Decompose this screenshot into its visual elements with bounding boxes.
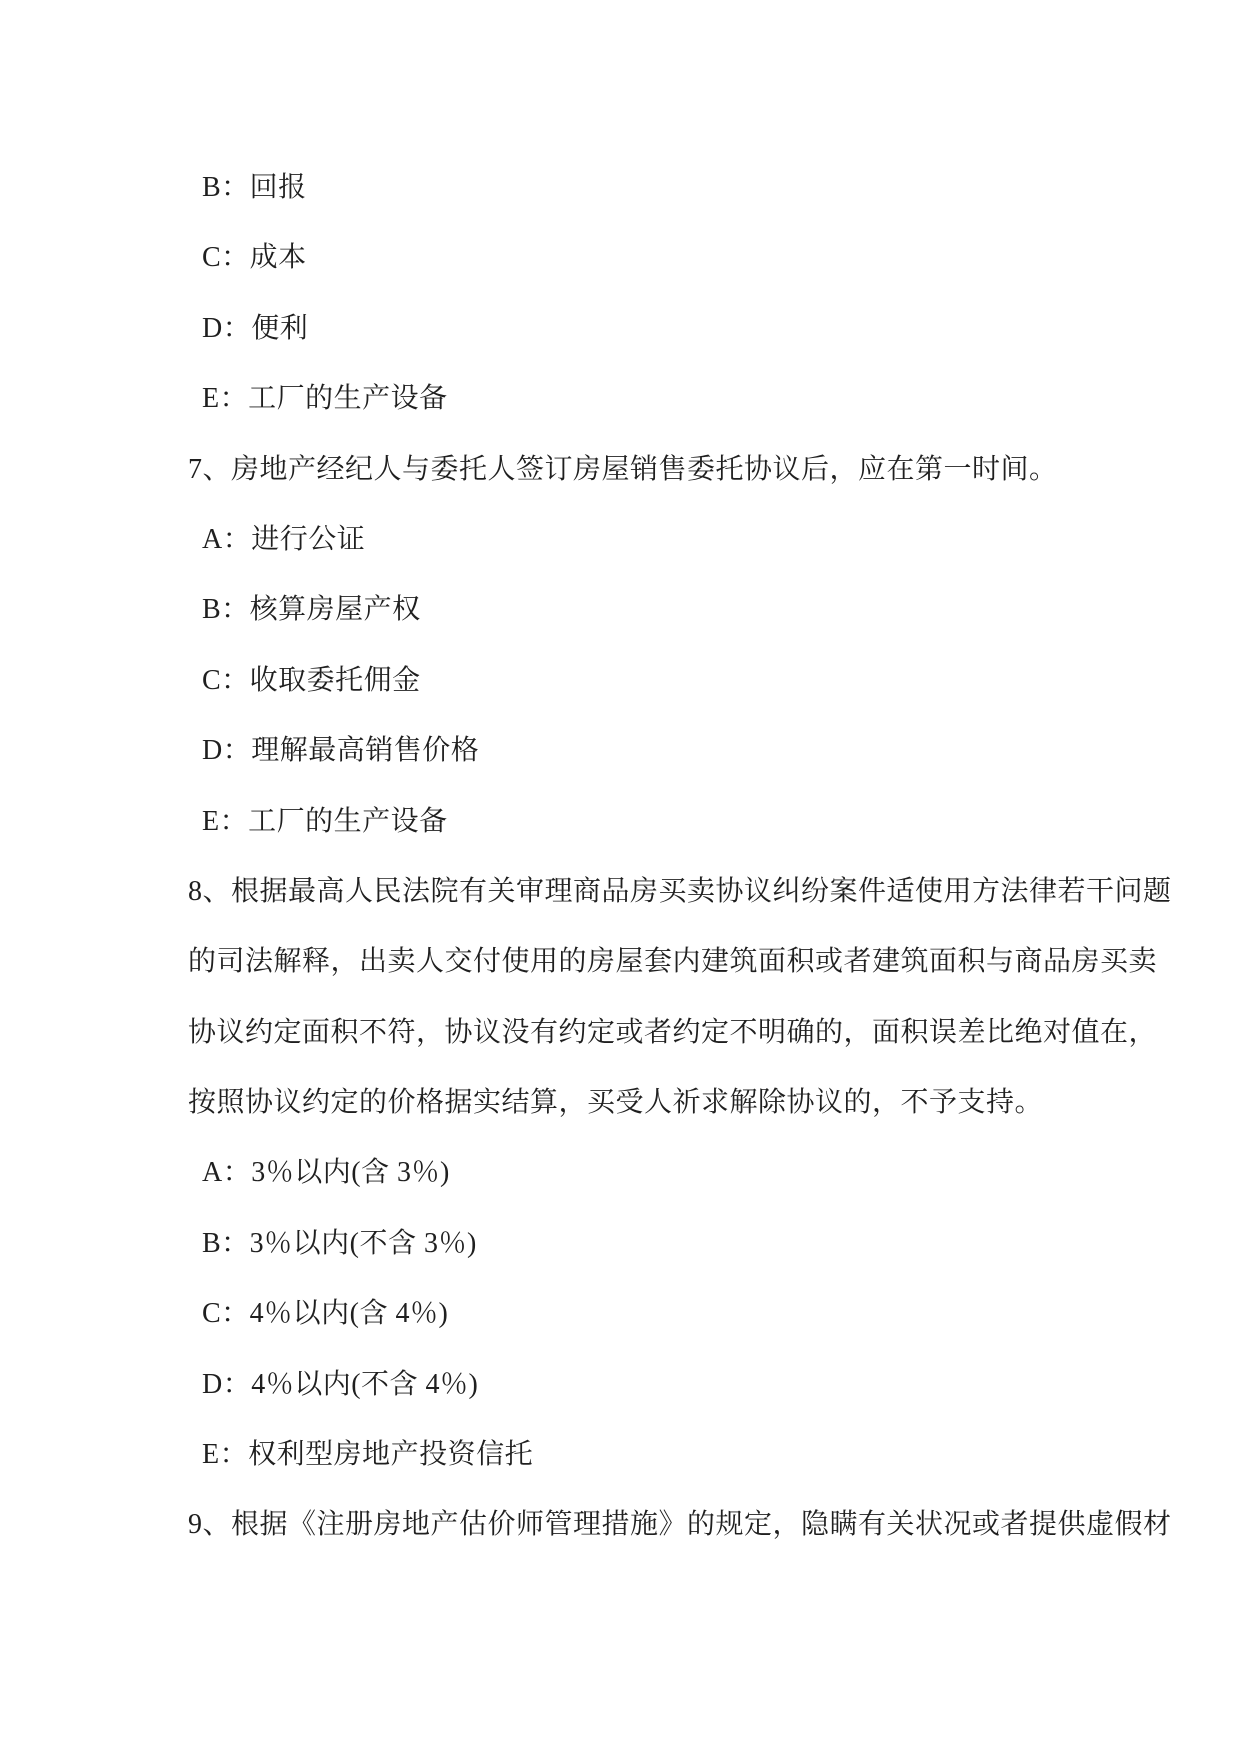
q7-option-d: D：理解最高销售价格 xyxy=(202,735,480,767)
q7-option-e: E：工厂的生产设备 xyxy=(202,805,448,837)
q8-option-a: A：3％以内(含 3％) xyxy=(202,1157,450,1189)
q8-option-e: E：权利型房地产投资信托 xyxy=(202,1439,534,1471)
q7-stem: 7、房地产经纪人与委托人签订房屋销售委托协议后，应在第一时间。 xyxy=(188,453,1058,485)
q7-option-b: B：核算房屋产权 xyxy=(202,594,421,626)
q8-stem-line-1: 8、根据最高人民法院有关审理商品房买卖协议纠纷案件适使用方法律若干问题 xyxy=(188,875,1172,907)
q6-option-b: B：回报 xyxy=(202,172,307,203)
q6-option-d: D：便利 xyxy=(202,312,309,344)
q8-option-d: D：4％以内(不含 4％) xyxy=(202,1368,479,1400)
q8-option-b: B：3％以内(不含 3％) xyxy=(202,1227,477,1259)
q7-option-c: C：收取委托佣金 xyxy=(202,664,421,696)
q8-stem-line-2: 的司法解释，出卖人交付使用的房屋套内建筑面积或者建筑面积与商品房买卖 xyxy=(188,946,1158,978)
q8-stem-line-3: 协议约定面积不符，协议没有约定或者约定不明确的，面积误差比绝对值在， xyxy=(188,1016,1158,1048)
q8-option-c: C：4％以内(含 4％) xyxy=(202,1298,449,1330)
q7-option-a: A：进行公证 xyxy=(202,523,366,555)
q8-stem-line-4: 按照协议约定的价格据实结算，买受人祈求解除协议的，不予支持。 xyxy=(188,1087,1044,1119)
q9-stem-line-1: 9、根据《注册房地产估价师管理措施》的规定，隐瞒有关状况或者提供虚假材 xyxy=(188,1509,1172,1541)
q6-option-c: C：成本 xyxy=(202,242,307,274)
q6-option-e: E：工厂的生产设备 xyxy=(202,383,448,415)
